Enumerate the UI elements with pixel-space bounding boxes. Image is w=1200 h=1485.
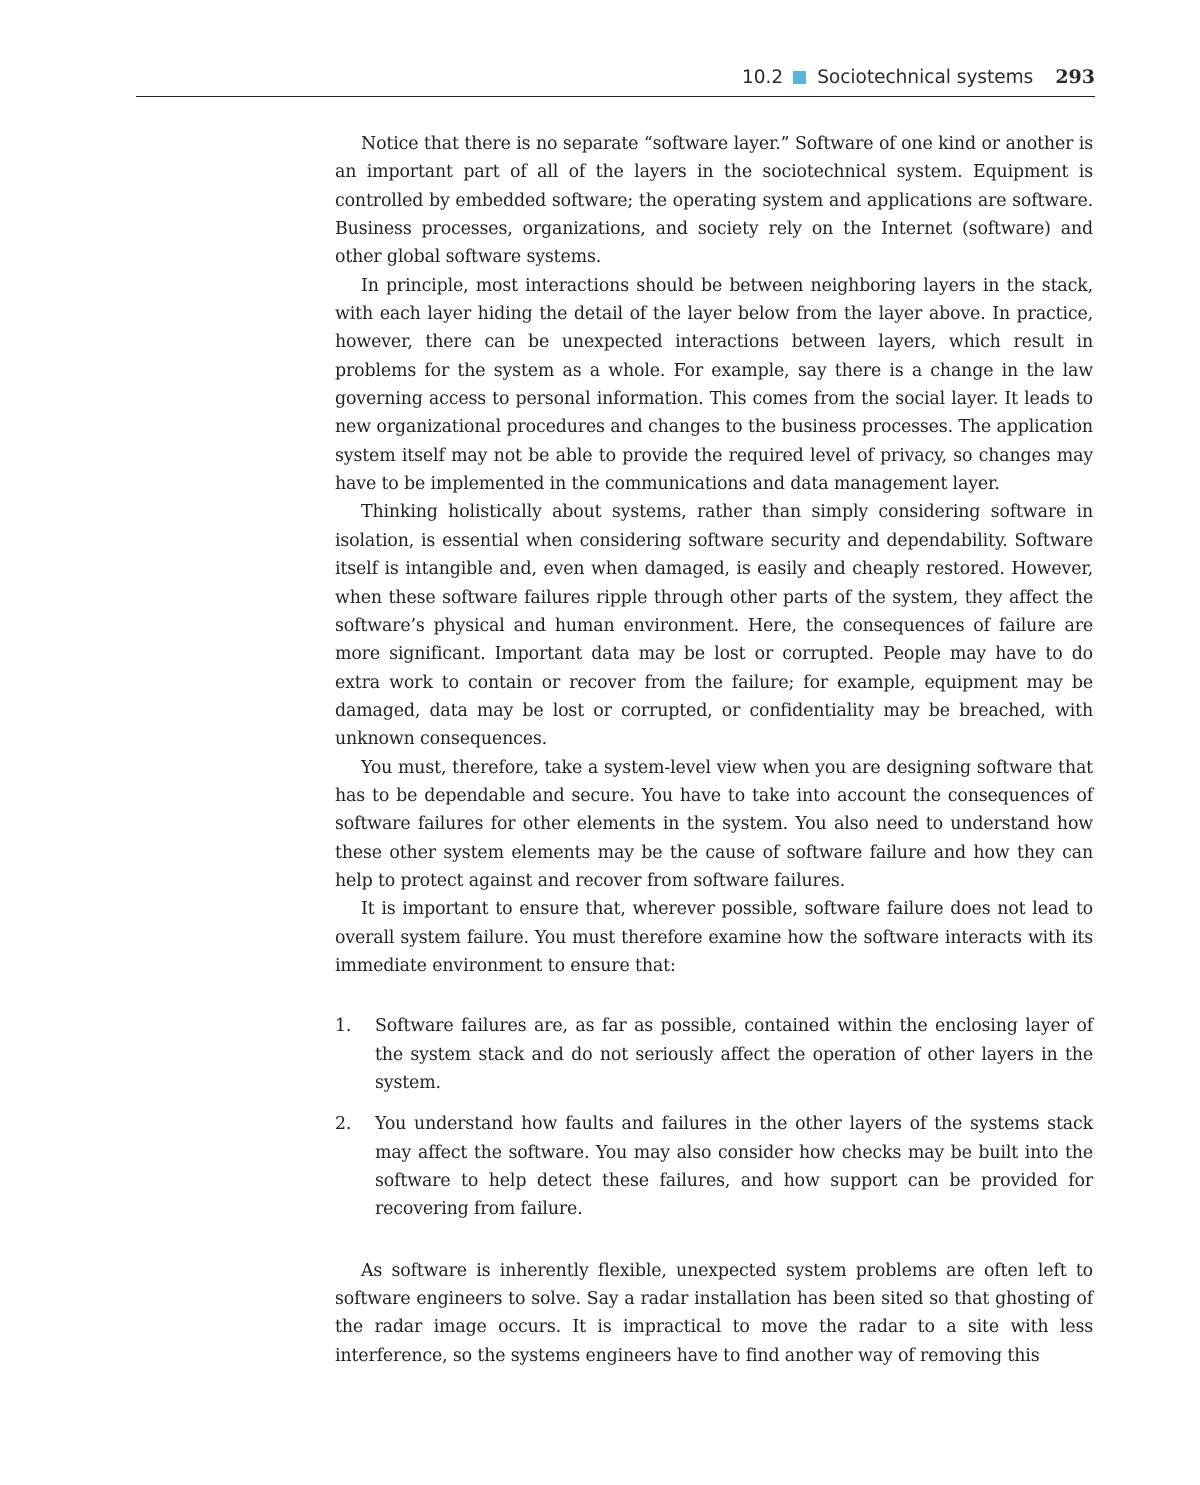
list-item	[335, 1110, 1093, 1223]
list-item-text: Software failures are, as far as possible, contained within the enclosing layer of the system stack and do not seriously affect the operation of other layers in the system.	[375, 1016, 1093, 1093]
section-number: 10.2	[741, 66, 784, 88]
list-item-number: 2.	[335, 1114, 352, 1135]
list-item	[335, 1012, 1093, 1097]
section-marker-square-icon	[793, 71, 806, 84]
paragraph: In principle, most interactions should be between neighboring layers in the stack, with each layer hiding the detail of the layer below from the layer above. In practice, however, there can be unexpected interactions between layers, which result in problems for the system as a whole. For example, say there is a change in the law governing access to personal information. This comes from the social layer. It leads to new organizational procedures and changes to the business processes. The application system itself may not be able to provide the required level of privacy, so changes may have to be implemented in the communications and data management layer.	[335, 275, 1093, 495]
list-item-text: You understand how faults and failures in the other layers of the systems stack may affect the software. You may also consider how checks may be built into the software to help detect these failures, and how support can be provided for recovering from failure.	[375, 1114, 1093, 1220]
header-rule	[136, 96, 1095, 97]
paragraph: Thinking holistically about systems, rather than simply considering software in isolation, is essential when considering software security and dependability. Software itself is intangible and, even when damaged, is easily and cheaply restored. However, when these software failures ripple through other parts of the system, they affect the software’s physical and human environment. Here, the consequences of failure are more significant. Important data may be lost or corrupted. People may have to do extra work to contain or recover from the failure; for example, equipment may be damaged, data may be lost or corrupted, or confidentiality may be breached, with unknown consequences.	[335, 502, 1093, 750]
paragraph: You must, therefore, take a system-level view when you are designing software that has to be dependable and secure. You have to take into account the consequences of software failures for other elements in the system. You also need to understand how these other system elements may be the cause of software failure and how they can help to protect against and recover from software failures.	[335, 757, 1093, 891]
running-head	[136, 62, 1095, 92]
closing-paragraph: As software is inherently flexible, unexpected system problems are often left to software engineers to solve. Say a radar installation has been sited so that ghosting of the radar image occurs. It is impractical to move the radar to a site with less interference, so the systems engineers have to find another way of removing this	[335, 1260, 1093, 1366]
paragraph: It is important to ensure that, wherever possible, software failure does not lead to overall system failure. You must therefore examine how the software interacts with its immediate environment to ensure that:	[335, 899, 1093, 976]
page-number: 293	[1055, 66, 1095, 88]
paragraph: Notice that there is no separate “software layer.” Software of one kind or another is an important part of all of the layers in the sociotechnical system. Equipment is controlled by embedded software; the operating system and applications are software. Business processes, organizations, and society rely on the Internet (software) and other global software systems.	[335, 134, 1093, 268]
section-title: Sociotechnical systems	[817, 66, 1034, 88]
numbered-list	[335, 1012, 1093, 1223]
body-text	[335, 130, 1093, 1370]
list-item-number: 1.	[335, 1016, 352, 1037]
